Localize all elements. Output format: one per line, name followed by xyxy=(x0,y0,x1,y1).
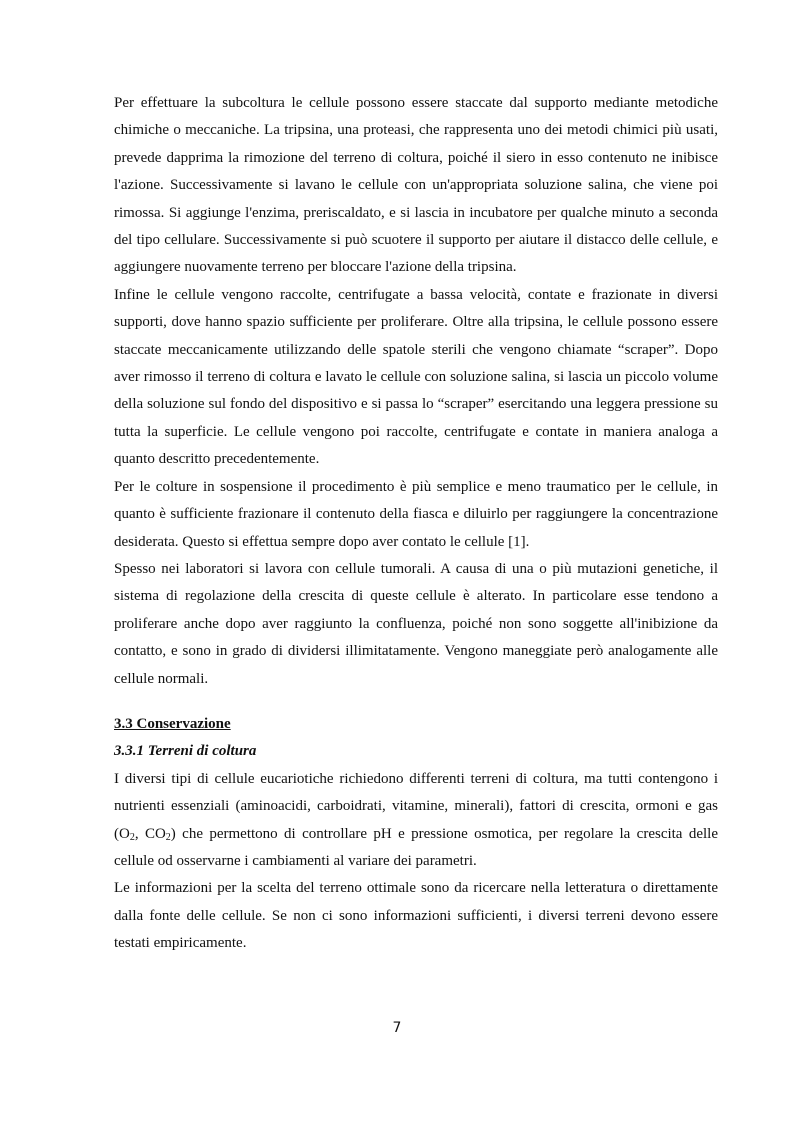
page-number: 7 xyxy=(392,1020,402,1036)
paragraph-tumor-cells: Spesso nei laboratori si lavora con cellule tumorali. A causa di una o più mutazioni genetiche, il sistema di regolazione della crescita di queste cellule è alterato. In particolare esse tendono a proliferare anche dopo aver raggiunto la confluenza, poiché non sono soggette all'inibizione da contatto, e sono in grado di dividersi illimitatamente. Vengono maneggiate però analogamente alle cellule normali. xyxy=(114,560,718,687)
section-heading: 3.3 Conservazione xyxy=(114,715,231,732)
paragraph-culture-media xyxy=(114,766,718,876)
o2-subscript: 2 xyxy=(129,831,135,843)
paragraph-suspension-cultures: Per le colture in sospensione il procedimento è più semplice e meno traumatico per le cellule, in quanto è sufficiente frazionare il contenuto della fiasca e diluirlo per raggiungere la concentrazione desiderata. Questo si effettua sempre dopo aver contato le cellule [1]. xyxy=(114,478,718,550)
culture-text-part-2: , CO xyxy=(134,825,166,842)
paragraph-subculture-methods: Per effettuare la subcoltura le cellule possono essere staccate dal supporto mediante metodiche chimiche o meccaniche. La tripsina, una proteasi, che rappresenta uno dei metodi chimici più usati, prevede dapprima la rimozione del terreno di coltura, poiché il siero in esso contenuto ne inibisce l'azione. Successivamente si lavano le cellule con un'appropriata soluzione salina, che viene poi rimossa. Si aggiunge l'enzima, preriscaldato, e si lascia in incubatore per qualche minuto a seconda del tipo cellulare. Successivamente si può scuotere il supporto per aiutare il distacco delle cellule, e aggiungere nuovamente terreno per bloccare l'azione della tripsina. xyxy=(114,95,718,276)
subsection-heading: 3.3.1 Terreni di coltura xyxy=(114,743,257,760)
co2-subscript: 2 xyxy=(165,831,171,843)
culture-text-part-1: I diversi tipi di cellule eucariotiche richiedono differenti terreni di coltura, ma tutti contengono i nutrienti essenziali (aminoacidi, carboidrati, vitamine, minerali), fattori di crescita, ormoni e gas (O xyxy=(114,770,718,842)
paragraph-medium-selection: Le informazioni per la scelta del terreno ottimale sono da ricercare nella letteratura o direttamente dalla fonte delle cellule. Se non ci sono informazioni sufficienti, i diversi terreni devono essere testati empiricamente. xyxy=(114,880,718,952)
paragraph-cell-collection: Infine le cellule vengono raccolte, centrifugate a bassa velocità, contate e frazionate in diversi supporti, dove hanno spazio sufficiente per proliferare. Oltre alla tripsina, le cellule possono essere staccate meccanicamente utilizzando delle spatole sterili che vengono chiamate “scraper”. Dopo aver rimosso il terreno di coltura e lavato le cellule con soluzione salina, si lascia un piccolo volume della soluzione sul fondo del dispositivo e si passa lo “scraper” esercitando una leggera pressione su tutta la superficie. Le cellule vengono poi raccolte, centrifugate e contate in maniera analoga a quanto descritto precedentemente. xyxy=(114,286,718,468)
culture-text-part-3: ) che permettono di controllare pH e pressione osmotica, per regolare la crescita delle cellule od osservarne i cambiamenti al variare dei parametri. xyxy=(114,825,718,869)
page-body xyxy=(114,90,718,958)
